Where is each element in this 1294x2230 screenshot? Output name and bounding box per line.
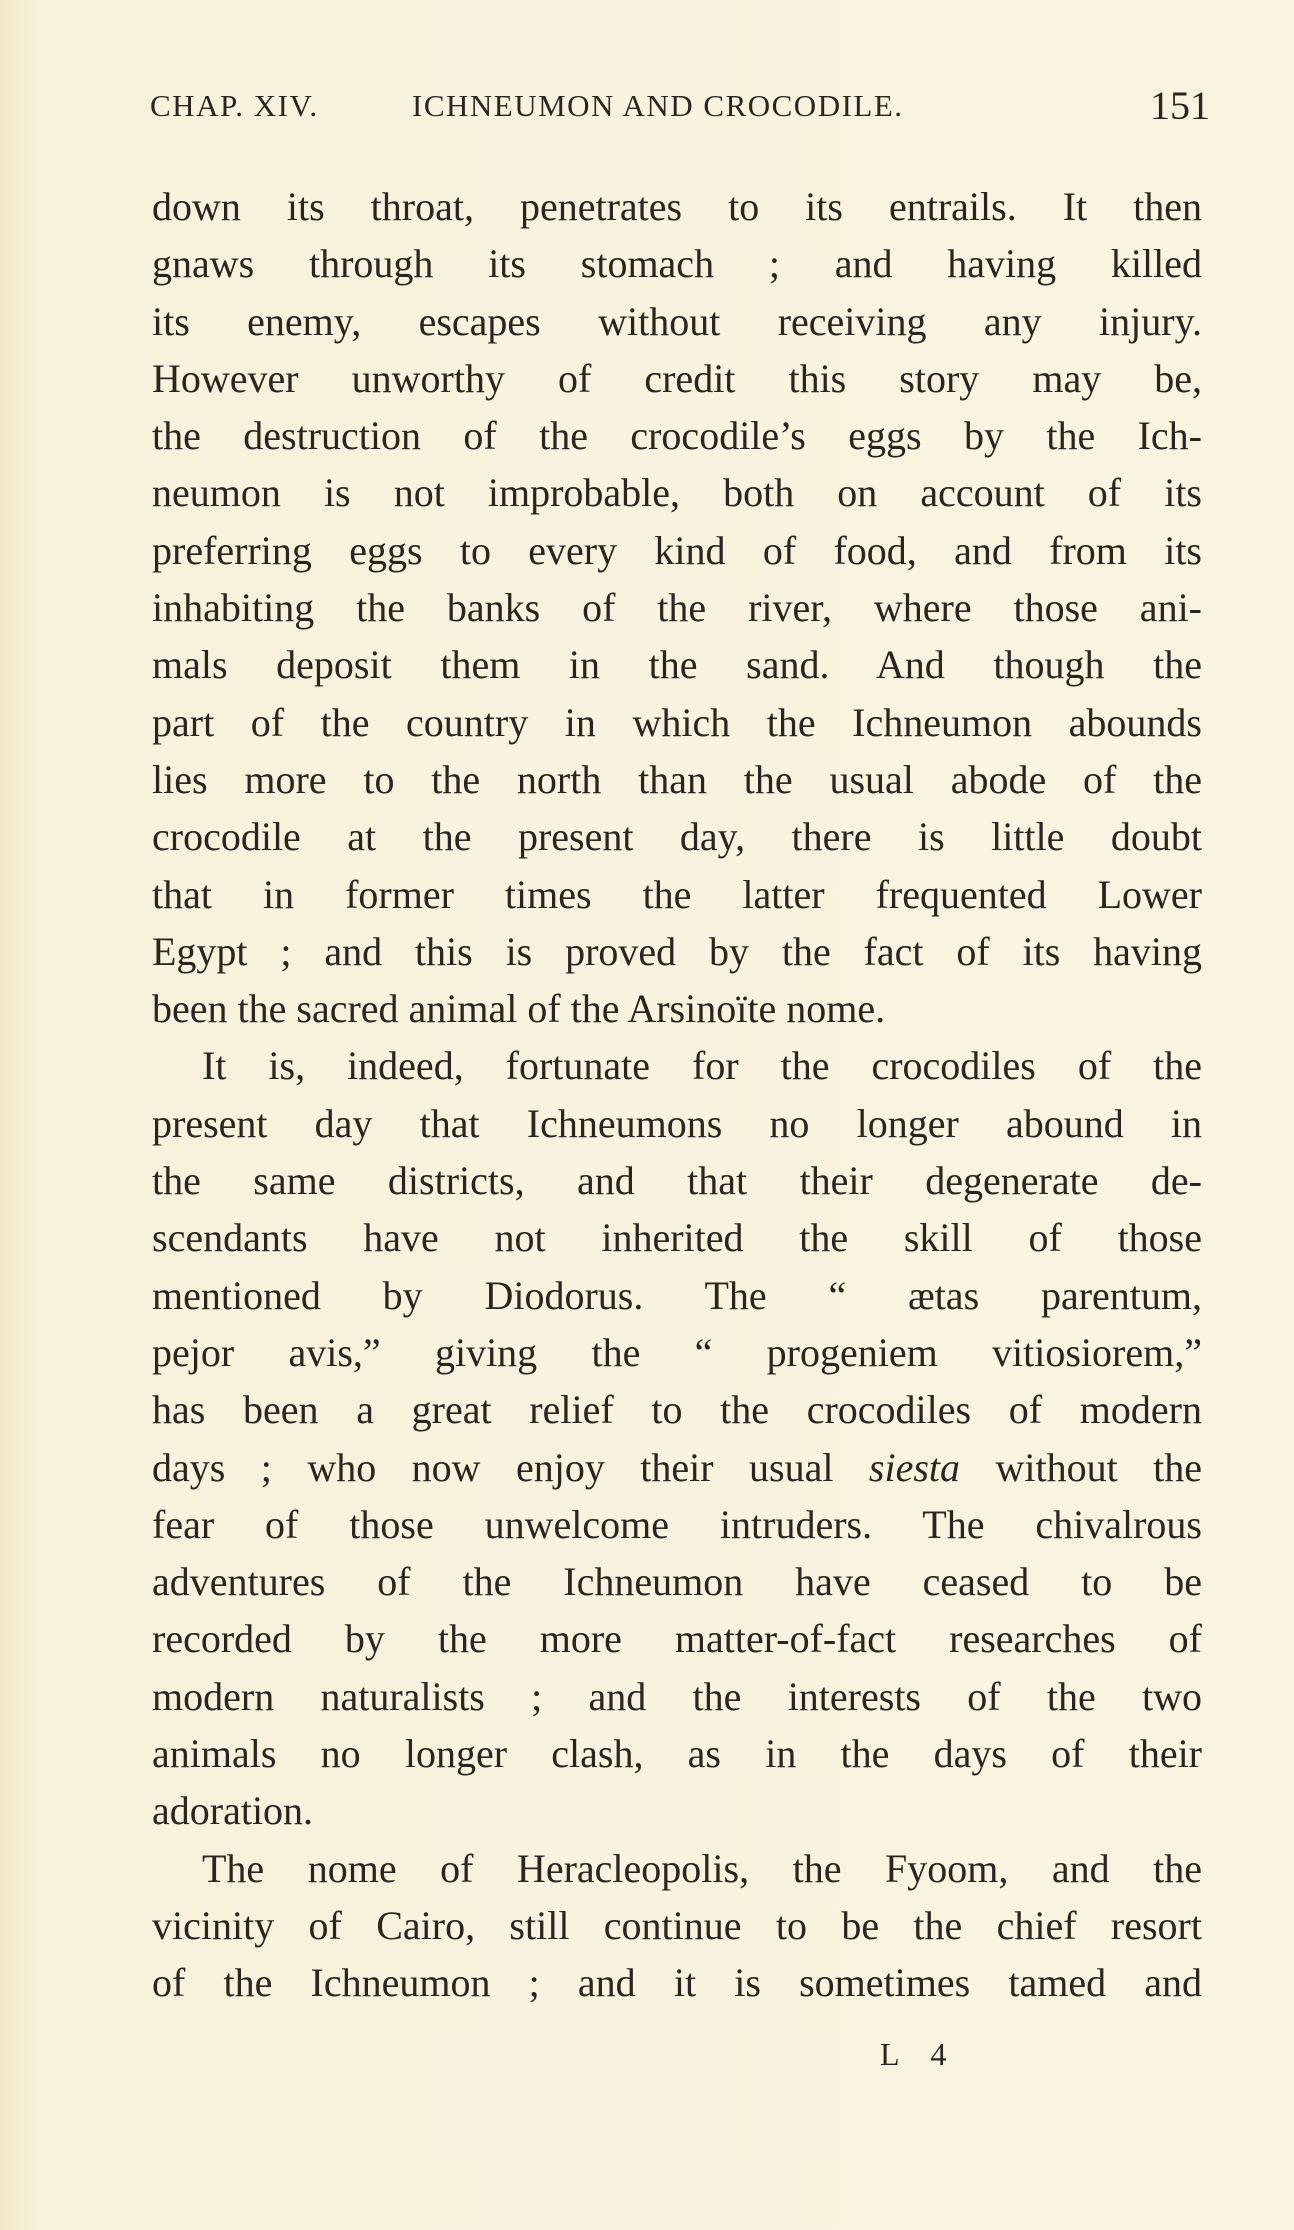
text-line: modern naturalists ; and the interests of the two <box>152 1673 1202 1719</box>
text-line: vicinity of Cairo, still continue to be the chief resort <box>152 1902 1202 1948</box>
chapter-label: CHAP. XIV. <box>150 88 319 123</box>
text-line: crocodile at the present day, there is little doubt <box>152 814 1202 860</box>
italic-word: siesta <box>868 1444 961 1490</box>
text-line: However unworthy of credit this story may be, <box>152 355 1202 401</box>
text-line: It is, indeed, fortunate for the crocodiles of the <box>202 1043 1202 1089</box>
running-title: ICHNEUMON AND CROCODILE. <box>412 88 904 123</box>
text-line: animals no longer clash, as in the days of their <box>152 1731 1202 1777</box>
text-line: the same districts, and that their degenerate de- <box>152 1158 1202 1204</box>
text-line: adoration. <box>152 1788 314 1834</box>
text-line: scendants have not inherited the skill of those <box>152 1215 1202 1261</box>
text-line: recorded by the more matter-of-fact researches of <box>152 1616 1202 1662</box>
text-line: adventures of the Ichneumon have ceased to be <box>152 1559 1202 1605</box>
text-line: has been a great relief to the crocodiles of modern <box>152 1387 1202 1433</box>
text-line: inhabiting the banks of the river, where those ani- <box>152 585 1202 631</box>
text-line: mentioned by Diodorus. The “ ætas parentum, <box>152 1272 1202 1318</box>
text-line-with-italic <box>152 1439 1202 1496</box>
text-line: down its throat, penetrates to its entrails. It then <box>152 184 1202 229</box>
text-line: its enemy, escapes without receiving any injury. <box>152 298 1202 344</box>
page-number: 151 <box>1150 83 1210 128</box>
text-line: of the Ichneumon ; and it is sometimes tamed and <box>152 1960 1202 2006</box>
text-line: fear of those unwelcome intruders. The chivalrous <box>152 1501 1202 1547</box>
text-line: gnaws through its stomach ; and having killed <box>152 241 1202 287</box>
text-line: been the sacred animal of the Arsinoïte nome. <box>152 986 886 1032</box>
text-line: part of the country in which the Ichneumon abounds <box>152 699 1202 745</box>
text-segment: without the <box>995 1444 1203 1490</box>
text-line: mals deposit them in the sand. And though the <box>152 642 1202 688</box>
signature-mark: L 4 <box>880 2036 959 2072</box>
text-line: the destruction of the crocodile’s eggs by the Ich- <box>152 413 1202 459</box>
text-line: neumon is not improbable, both on account of its <box>152 470 1202 516</box>
text-line: that in former times the latter frequented Lower <box>152 871 1202 917</box>
running-head <box>150 83 1210 138</box>
text-line: present day that Ichneumons no longer abound in <box>152 1100 1202 1146</box>
text-segment: days ; who now enjoy their usual <box>152 1444 834 1490</box>
text-line: pejor avis,” giving the “ progeniem vitiosiorem,” <box>152 1329 1202 1375</box>
text-line: lies more to the north than the usual abode of the <box>152 756 1202 802</box>
text-line: The nome of Heracleopolis, the Fyoom, and the <box>202 1845 1202 1891</box>
body-text <box>152 178 1202 2012</box>
text-line: preferring eggs to every kind of food, and from its <box>152 527 1202 573</box>
text-line: Egypt ; and this is proved by the fact of its having <box>152 928 1202 974</box>
